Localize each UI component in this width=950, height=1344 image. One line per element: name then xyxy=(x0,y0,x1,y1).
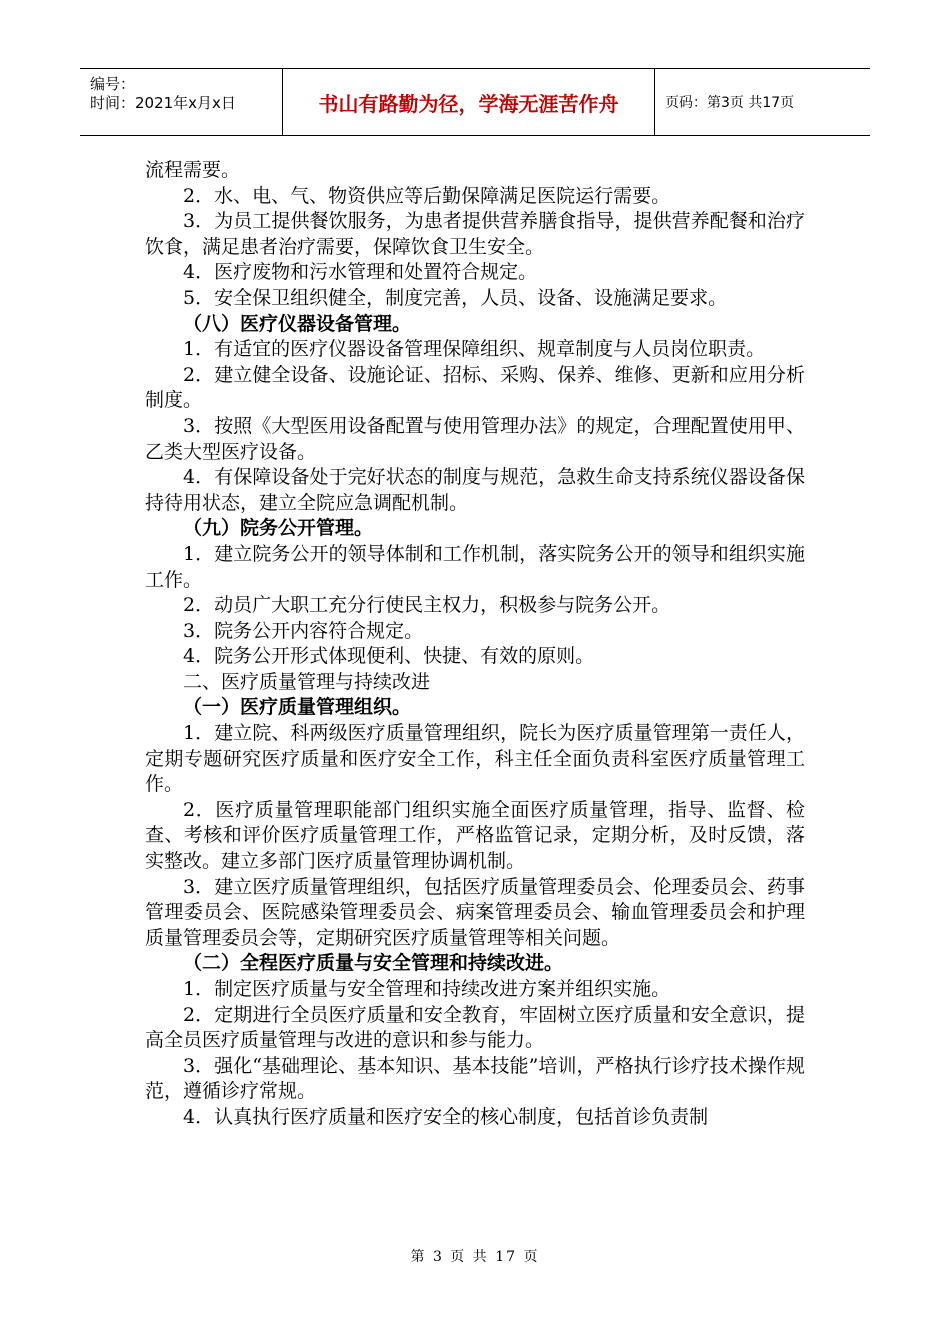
paragraph: 1．制定医疗质量与安全管理和持续改进方案并组织实施。 xyxy=(183,978,671,1000)
document-body xyxy=(145,158,805,1131)
page-footer: 第 3 页 共 17 页 xyxy=(410,1249,540,1265)
paragraph: 3．建立医疗质量管理组织，包括医疗质量管理委员会、伦理委员会、药事管理委员会、医院感染管理委员会、病案管理委员会、输血管理委员会和护理质量管理委员会等，定期研究医疗质量管理等相关问题。 xyxy=(145,875,805,949)
document-number-label: 编号： xyxy=(90,75,136,93)
paragraph: 4．院务公开形式体现便利、快捷、有效的原则。 xyxy=(183,645,595,668)
paragraph: 4．医疗废物和污水管理和处置符合规定。 xyxy=(183,261,538,284)
section-heading: （九）院务公开管理。 xyxy=(183,517,374,540)
paragraph: 3．院务公开内容符合规定。 xyxy=(183,619,424,642)
paragraph: 5．安全保卫组织健全，制度完善，人员、设备、设施满足要求。 xyxy=(183,286,728,309)
section-heading: （八）医疗仪器设备管理。 xyxy=(183,312,412,335)
paragraph: 1．有适宜的医疗仪器设备管理保障组织、规章制度与人员岗位职责。 xyxy=(183,338,766,361)
paragraph: 二、医疗质量管理与持续改进 xyxy=(183,670,431,693)
paragraph: 流程需要。 xyxy=(145,159,241,181)
paragraph: 2．定期进行全员医疗质量和安全教育，牢固树立医疗质量和安全意识，提高全员医疗质量管理与改进的意识和参与能力。 xyxy=(145,1003,805,1052)
document-date-label: 时间：2021年x月x日 xyxy=(90,94,236,112)
paragraph: 2．医疗质量管理职能部门组织实施全面医疗质量管理，指导、监督、检查、考核和评价医疗质量管理工作，严格监管记录，定期分析，及时反馈，落实整改。建立多部门医疗质量管理协调机制。 xyxy=(145,798,805,873)
paragraph: 4．有保障设备处于完好状态的制度与规范，急救生命支持系统仪器设备保持待用状态，建立全院应急调配机制。 xyxy=(145,466,805,514)
page-header xyxy=(80,68,870,136)
paragraph: 1．建立院、科两级医疗质量管理组织，院长为医疗质量管理第一责任人，定期专题研究医疗质量和医疗安全工作，科主任全面负责科室医疗质量管理工作。 xyxy=(145,722,805,796)
paragraph: 3．按照《大型医用设备配置与使用管理办法》的规定，合理配置使用甲、乙类大型医疗设备。 xyxy=(145,414,805,463)
paragraph: 4．认真执行医疗质量和医疗安全的核心制度，包括首诊负责制 xyxy=(183,1105,709,1128)
paragraph: 2．动员广大职工充分行使民主权力，积极参与院务公开。 xyxy=(183,594,671,617)
header-meta xyxy=(80,69,283,135)
paragraph: 2．建立健全设备、设施论证、招标、采购、保养、维修、更新和应用分析制度。 xyxy=(145,363,805,412)
header-motto: 书山有路勤为径，学海无涯苦作舟 xyxy=(283,69,655,135)
paragraph: 3．为员工提供餐饮服务，为患者提供营养膳食指导，提供营养配餐和治疗饮食，满足患者治疗需要，保障饮食卫生安全。 xyxy=(145,210,805,258)
paragraph: 3．强化“基础理论、基本知识、基本技能”培训，严格执行诊疗技术操作规范，遵循诊疗常规。 xyxy=(145,1054,805,1103)
paragraph: 1．建立院务公开的领导体制和工作机制，落实院务公开的领导和组织实施工作。 xyxy=(145,542,805,591)
section-heading: （二）全程医疗质量与安全管理和持续改进。 xyxy=(183,952,564,975)
paragraph: 2．水、电、气、物资供应等后勤保障满足医院运行需要。 xyxy=(183,184,671,207)
section-heading: （一）医疗质量管理组织。 xyxy=(183,696,412,719)
header-page-info: 页码：第3页 共17页 xyxy=(665,95,795,111)
